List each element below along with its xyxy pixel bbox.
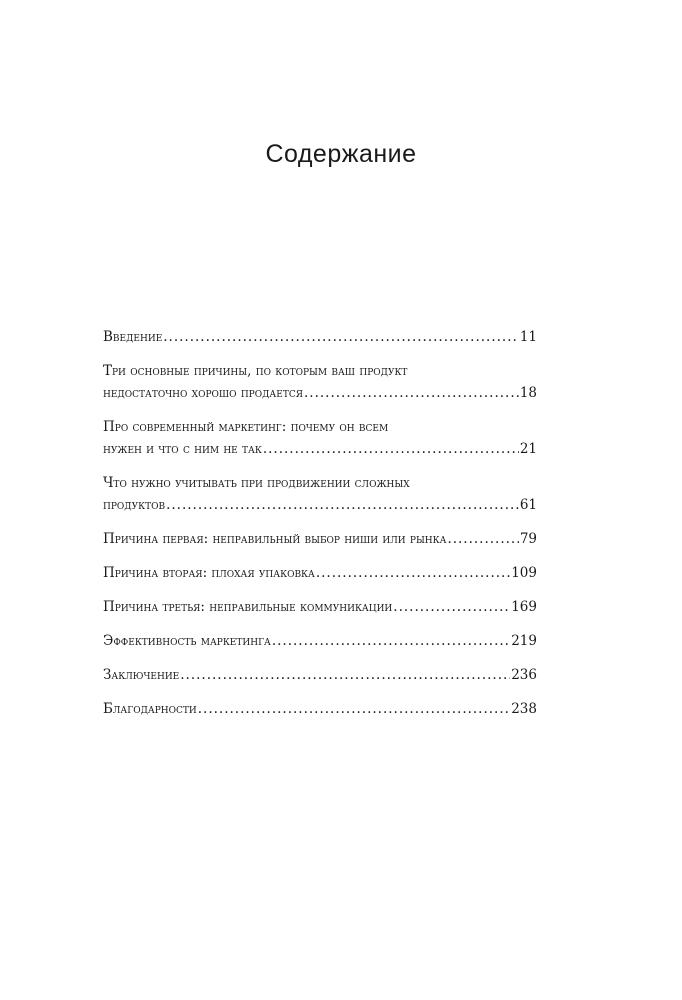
toc-entry-text: Причина третья: неправильные коммуникации bbox=[103, 599, 393, 615]
toc-dot-leader bbox=[393, 596, 510, 618]
toc-entry-text: продуктов bbox=[103, 497, 166, 513]
toc-dot-leader bbox=[163, 326, 519, 348]
toc-entry-last-line bbox=[103, 698, 537, 720]
toc-dot-leader bbox=[198, 698, 510, 720]
toc-entry-last-line bbox=[103, 630, 537, 652]
toc-entry[interactable] bbox=[103, 416, 537, 460]
toc-entry-last-line bbox=[103, 326, 537, 348]
toc-entry[interactable] bbox=[103, 326, 537, 348]
toc-entry[interactable] bbox=[103, 630, 537, 652]
toc-page-number: 219 bbox=[511, 633, 537, 649]
toc-entry-text: Причина первая: неправильный выбор ниши или рынка bbox=[103, 531, 447, 547]
toc-entry[interactable] bbox=[103, 664, 537, 686]
toc-entry[interactable] bbox=[103, 472, 537, 516]
page-title: Содержание bbox=[265, 140, 417, 168]
toc-page-number: 21 bbox=[519, 441, 537, 457]
toc-entry-text: Эффективность маркетинга bbox=[103, 633, 271, 649]
toc-page-number: 109 bbox=[511, 565, 537, 581]
toc-entry-last-line bbox=[103, 494, 537, 516]
toc-entry-last-line bbox=[103, 664, 537, 686]
toc-entry-last-line bbox=[103, 596, 537, 618]
toc-entry-text: Заключение bbox=[103, 667, 180, 683]
toc-entry[interactable] bbox=[103, 596, 537, 618]
toc-entry-last-line bbox=[103, 528, 537, 550]
toc-page-number: 18 bbox=[519, 385, 537, 401]
toc-page-number: 169 bbox=[511, 599, 537, 615]
toc-dot-leader bbox=[272, 630, 510, 652]
toc-page-number: 238 bbox=[511, 701, 537, 717]
toc-dot-leader bbox=[263, 438, 519, 460]
toc-page-number: 11 bbox=[519, 329, 537, 345]
toc-dot-leader bbox=[447, 528, 518, 550]
toc-entry[interactable] bbox=[103, 562, 537, 584]
toc-dot-leader bbox=[166, 494, 519, 516]
toc-entry-text: Введение bbox=[103, 329, 163, 345]
toc-entry[interactable] bbox=[103, 528, 537, 550]
table-of-contents bbox=[103, 326, 537, 732]
toc-dot-leader bbox=[304, 382, 519, 404]
toc-entry-text: Что нужно учитывать при продвижении сложных bbox=[103, 475, 410, 491]
toc-entry-text: Про современный маркетинг: почему он всем bbox=[103, 419, 389, 435]
toc-page-number: 236 bbox=[511, 667, 537, 683]
toc-dot-leader bbox=[316, 562, 510, 584]
toc-entry-text: нужен и что с ним не так bbox=[103, 441, 262, 457]
toc-entry-last-line bbox=[103, 438, 537, 460]
toc-entry-text: недостаточно хорошо продается bbox=[103, 385, 303, 401]
toc-entry-text: Благодарности bbox=[103, 701, 197, 717]
toc-page-number: 61 bbox=[519, 497, 537, 513]
toc-entry-text: Три основные причины, по которым ваш продукт bbox=[103, 363, 408, 379]
toc-entry-last-line bbox=[103, 382, 537, 404]
toc-page-number: 79 bbox=[519, 531, 537, 547]
toc-entry-last-line bbox=[103, 562, 537, 584]
toc-entry[interactable] bbox=[103, 360, 537, 404]
toc-entry[interactable] bbox=[103, 698, 537, 720]
toc-dot-leader bbox=[180, 664, 510, 686]
toc-entry-text: Причина вторая: плохая упаковка bbox=[103, 565, 315, 581]
